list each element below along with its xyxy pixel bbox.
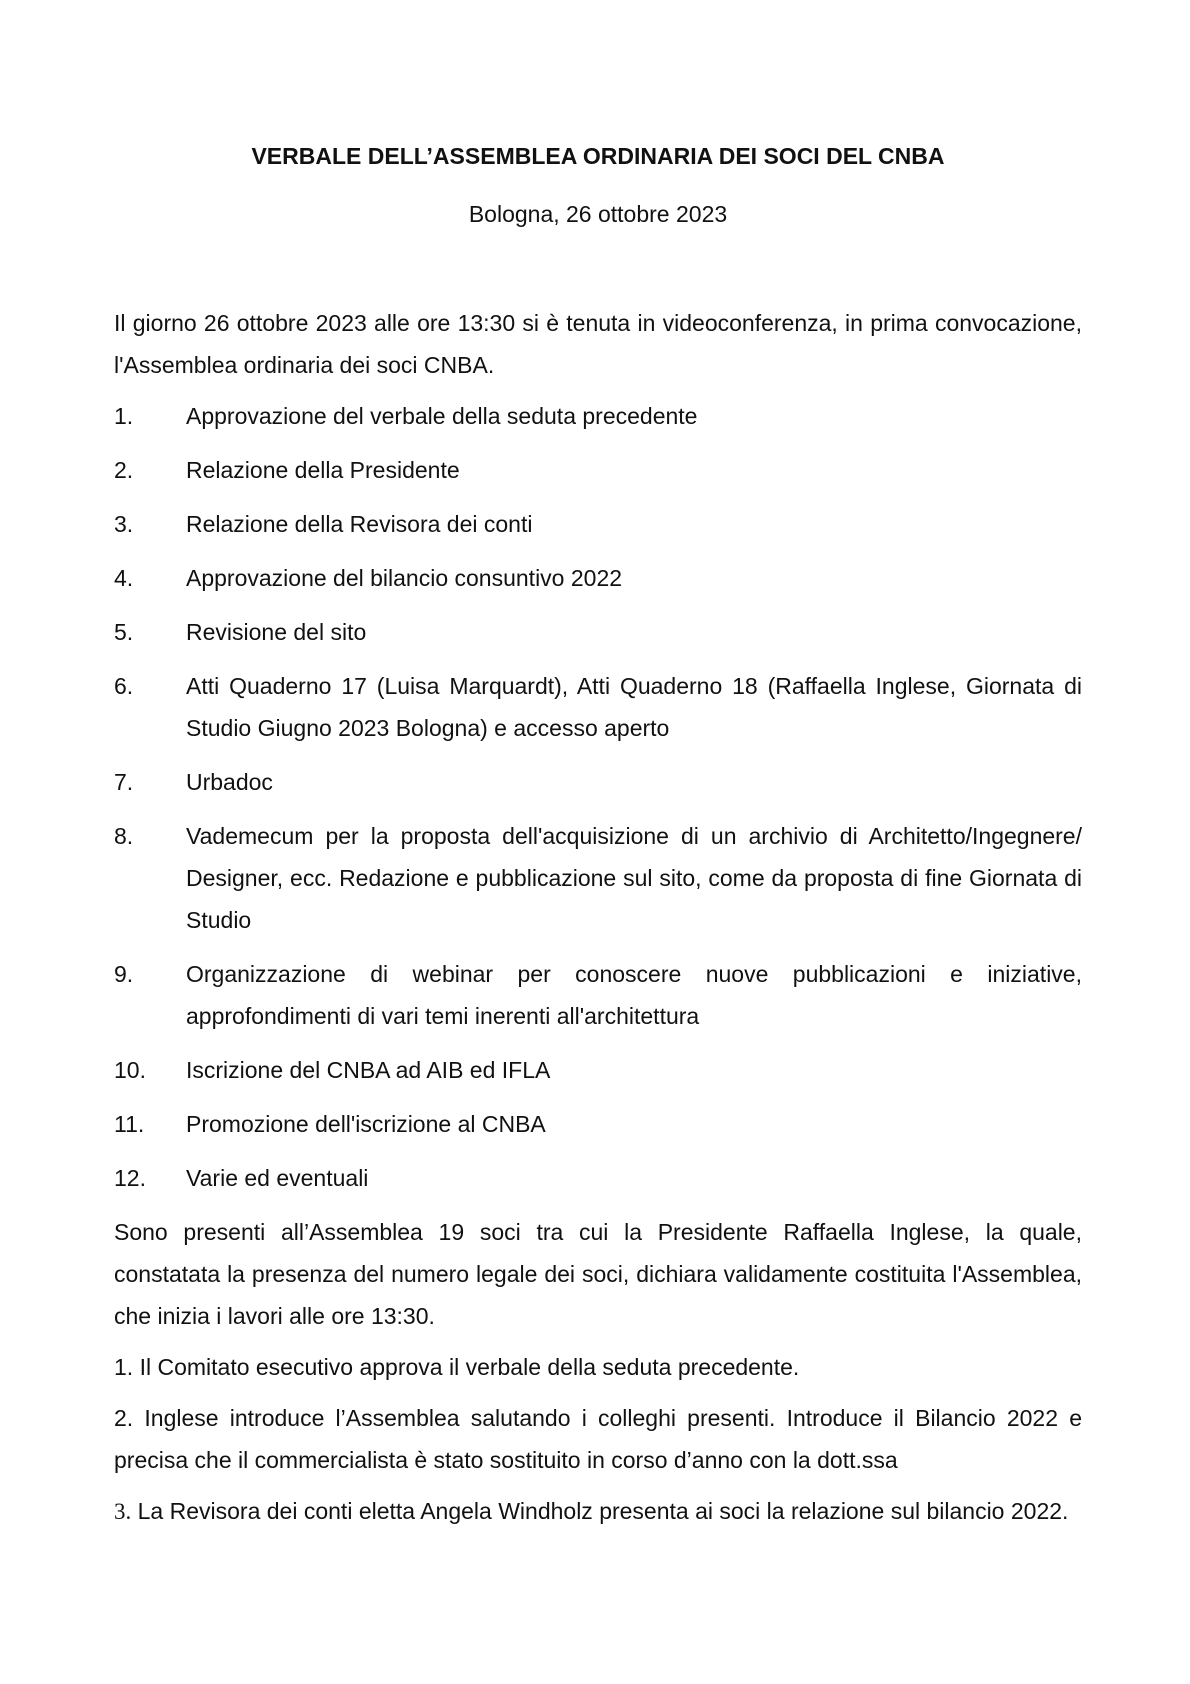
agenda-item-text: Vademecum per la proposta dell'acquisizione di un archivio di Architetto/Ingegnere/ Designer, ecc. Redazione e pubblicazione sul sito, come da proposta di fine Giornata di Studio: [186, 823, 1082, 933]
agenda-item-number: 12.: [114, 1165, 146, 1191]
agenda-item-number: 4.: [114, 565, 134, 591]
agenda-item-text: Varie ed eventuali: [186, 1165, 369, 1191]
agenda-item: [114, 815, 1082, 941]
agenda-item-number: 9.: [114, 961, 134, 987]
agenda-item-number: 6.: [114, 673, 134, 699]
minutes-item-text: Il Comitato esecutivo approva il verbale della seduta precedente.: [133, 1354, 800, 1380]
agenda-item-text: Revisione del sito: [186, 619, 367, 645]
agenda-item-text: Approvazione del verbale della seduta precedente: [186, 403, 698, 429]
agenda-item-text: Iscrizione del CNBA ad AIB ed IFLA: [186, 1057, 551, 1083]
agenda-item-text: Relazione della Revisora dei conti: [186, 511, 533, 537]
agenda-item-text: Organizzazione di webinar per conoscere nuove pubblicazioni e iniziative, approfondimenti di vari temi inerenti all'architettura: [186, 961, 1082, 1029]
agenda-item: [114, 395, 1082, 437]
agenda-item-number: 3.: [114, 511, 134, 537]
agenda-item: [114, 503, 1082, 545]
minutes-item-3: [114, 1490, 1082, 1533]
agenda-item: [114, 761, 1082, 803]
agenda-item-number: 10.: [114, 1057, 146, 1083]
minutes-item-text: Inglese introduce l’Assemblea salutando i colleghi presenti. Introduce il Bilancio 2022 e precisa che il commercialista è stato sostituito in corso d’anno con la dott.ssa: [114, 1405, 1082, 1473]
agenda-item: [114, 449, 1082, 491]
minutes-item-number: 3.: [114, 1499, 132, 1524]
minutes-item-2: [114, 1397, 1082, 1481]
agenda-item-number: 7.: [114, 769, 134, 795]
minutes-item-number: 1.: [114, 1354, 134, 1380]
agenda-item: [114, 611, 1082, 653]
place-date: Bologna, 26 ottobre 2023: [468, 201, 728, 227]
agenda-item-number: 1.: [114, 403, 134, 429]
agenda-item: [114, 953, 1082, 1037]
minutes-item-text: La Revisora dei conti eletta Angela Windholz presenta ai soci la relazione sul bilancio 2022.: [131, 1498, 1069, 1524]
document-page: [114, 0, 1082, 1684]
document-body: [114, 302, 1082, 1542]
agenda-item-text: Promozione dell'iscrizione al CNBA: [186, 1111, 546, 1137]
agenda-item: [114, 665, 1082, 749]
agenda-item: [114, 1049, 1082, 1091]
agenda-item-number: 8.: [114, 823, 134, 849]
agenda-item-text: Urbadoc: [186, 769, 273, 795]
minutes-item-1: [114, 1346, 1082, 1388]
document-title: VERBALE DELL’ASSEMBLEA ORDINARIA DEI SOCI DEL CNBA: [251, 143, 945, 169]
agenda-item-number: 5.: [114, 619, 134, 645]
agenda-item-text: Approvazione del bilancio consuntivo 2022: [186, 565, 623, 591]
agenda-item: [114, 1103, 1082, 1145]
agenda-item: [114, 557, 1082, 599]
minutes-item-number: 2.: [114, 1405, 134, 1431]
agenda-item-text: Relazione della Presidente: [186, 457, 460, 483]
attendance-paragraph: Sono presenti all’Assemblea 19 soci tra cui la Presidente Raffaella Inglese, la quale, constatata la presenza del numero legale dei soci, dichiara validamente costituita l'Assemblea, che inizia i lavori alle ore 13:30.: [114, 1219, 1082, 1329]
agenda-item-number: 11.: [114, 1111, 145, 1137]
agenda-item-text: Atti Quaderno 17 (Luisa Marquardt), Atti Quaderno 18 (Raffaella Inglese, Giornata di Studio Giugno 2023 Bologna) e accesso aperto: [186, 673, 1082, 741]
agenda-item-number: 2.: [114, 457, 134, 483]
intro-paragraph: Il giorno 26 ottobre 2023 alle ore 13:30 si è tenuta in videoconferenza, in prima convocazione, l'Assemblea ordinaria dei soci CNBA.: [114, 310, 1082, 378]
agenda-item: [114, 1157, 1082, 1199]
agenda-list: [114, 395, 1082, 1199]
